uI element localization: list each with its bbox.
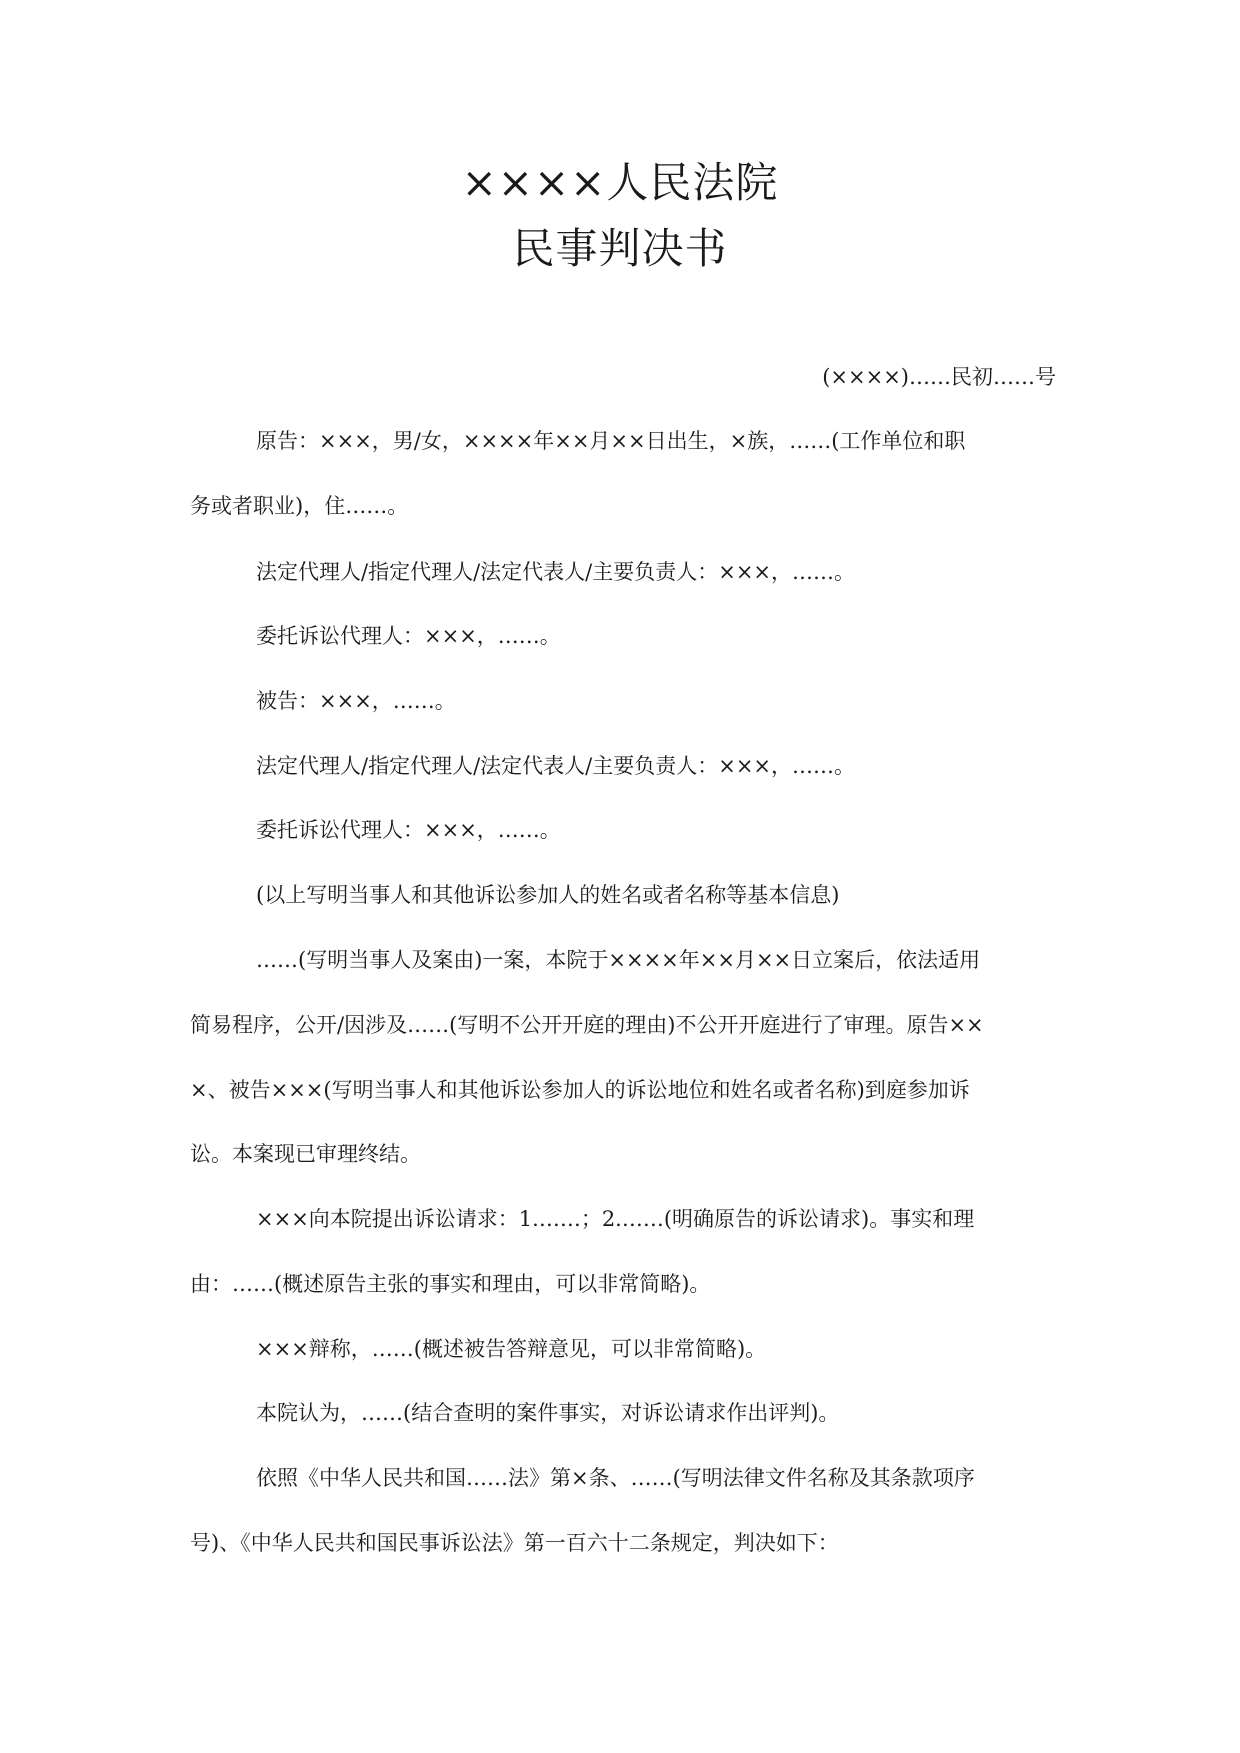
- case-history-line-3: ×、被告×××(写明当事人和其他诉讼参加人的诉讼地位和姓名或者名称)到庭参加诉: [190, 1078, 970, 1102]
- defense-line: ×××辩称，……(概述被告答辩意见，可以非常简略)。: [256, 1337, 767, 1361]
- defendant-legal-representative: 法定代理人/指定代理人/法定代表人/主要负责人：×××，……。: [256, 754, 856, 778]
- case-history-line-2: 简易程序，公开/因涉及……(写明不公开开庭的理由)不公开开庭进行了审理。原告××: [190, 1013, 984, 1037]
- defendant-line: 被告：×××，……。: [256, 689, 456, 713]
- document-type-heading: 民事判决书: [512, 224, 728, 273]
- claims-line-1: ×××向本院提出诉讼请求：1.……；2.……(明确原告的诉讼请求)。事实和理: [256, 1207, 975, 1231]
- plaintiff-agent: 委托诉讼代理人：×××，……。: [256, 624, 561, 648]
- claims-line-2: 由：……(概述原告主张的事实和理由，可以非常简略)。: [190, 1272, 711, 1296]
- case-number: (××××)……民初……号: [822, 365, 1056, 389]
- case-history-line-4: 讼。本案现已审理终结。: [190, 1142, 421, 1166]
- plaintiff-line-2: 务或者职业)，住……。: [190, 494, 409, 518]
- plaintiff-line-1: 原告：×××，男/女，××××年××月××日出生，×族，……(工作单位和职: [256, 429, 966, 453]
- legal-basis-line-2: 号)、《中华人民共和国民事诉讼法》第一百六十二条规定，判决如下：: [190, 1531, 839, 1555]
- case-history-line-1: ……(写明当事人及案由)一案，本院于××××年××月××日立案后，依法适用: [256, 948, 981, 972]
- court-opinion-line: 本院认为，……(结合查明的案件事实，对诉讼请求作出评判)。: [256, 1401, 840, 1425]
- parties-note: (以上写明当事人和其他诉讼参加人的姓名或者名称等基本信息): [256, 883, 840, 907]
- plaintiff-legal-representative: 法定代理人/指定代理人/法定代表人/主要负责人：×××，……。: [256, 560, 856, 584]
- defendant-agent: 委托诉讼代理人：×××，……。: [256, 818, 561, 842]
- court-name-heading: ××××人民法院: [461, 158, 779, 207]
- legal-basis-line-1: 依照《中华人民共和国……法》第×条、……(写明法律文件名称及其条款项序: [256, 1466, 975, 1490]
